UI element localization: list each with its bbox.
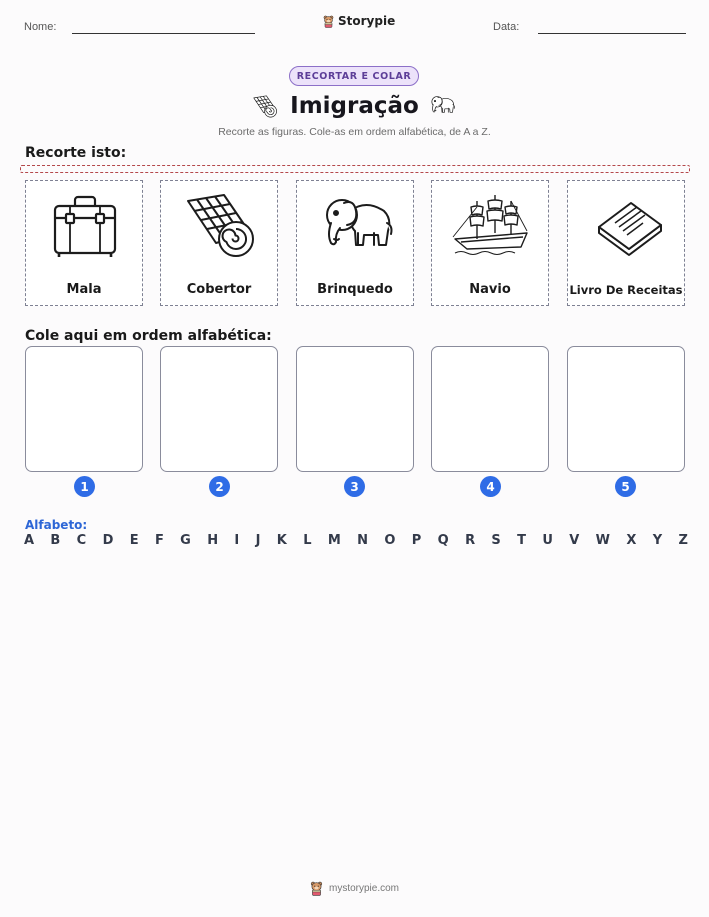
footer-site[interactable]: mystorypie.com: [328, 883, 399, 894]
suitcase-icon: [43, 187, 127, 267]
card-label: Cobertor: [186, 282, 252, 297]
brand-name: Storypie: [338, 14, 396, 28]
instructions: Recorte as figuras. Cole-as em ordem alfabética, de A a Z.: [218, 126, 491, 138]
book-icon: [585, 187, 669, 267]
number-badge-2: 2: [209, 476, 230, 497]
alphabet-letter: O: [384, 533, 396, 548]
alphabet-letter: W: [595, 533, 611, 548]
storypie-logo-icon: [323, 15, 334, 28]
alphabet-letter: R: [465, 533, 476, 548]
alphabet-letter: T: [517, 533, 527, 548]
alphabet-letter: I: [234, 533, 240, 548]
number-badge-3: 3: [344, 476, 365, 497]
storypie-logo-icon: [310, 881, 323, 896]
cut-card-brinquedo[interactable]: [296, 180, 414, 306]
alphabet-letter: M: [327, 533, 341, 548]
card-label: Livro De Receitas: [569, 283, 683, 297]
activity-badge: RECORTAR E COLAR: [289, 66, 419, 86]
footer: [0, 881, 709, 896]
alphabet-letter: J: [255, 533, 261, 548]
alphabet-letter: N: [357, 533, 369, 548]
paste-box-3[interactable]: [296, 346, 414, 472]
number-badge-1: 1: [74, 476, 95, 497]
number-badge-5: 5: [615, 476, 636, 497]
date-line[interactable]: [538, 33, 686, 34]
date-label: Data:: [493, 21, 520, 33]
number-badge-4: 4: [480, 476, 501, 497]
ship-icon: [449, 187, 533, 267]
cut-card-cobertor[interactable]: [160, 180, 278, 306]
alphabet-letter: F: [154, 533, 164, 548]
card-label: Navio: [469, 282, 511, 297]
alphabet-heading: Alfabeto:: [25, 518, 88, 532]
alphabet-letter: Q: [437, 533, 449, 548]
elephant-toy-icon: [314, 187, 398, 267]
alphabet-letter: G: [180, 533, 191, 548]
alphabet-row: [24, 533, 688, 548]
cut-card-mala[interactable]: [25, 180, 143, 306]
alphabet-letter: X: [626, 533, 637, 548]
card-label: Brinquedo: [317, 282, 393, 297]
alphabet-letter: E: [129, 533, 139, 548]
alphabet-letter: V: [569, 533, 580, 548]
alphabet-letter: P: [411, 533, 422, 548]
cut-card-livro-de-receitas[interactable]: [567, 180, 685, 306]
paste-box-2[interactable]: [160, 346, 278, 472]
card-label: Mala: [66, 282, 102, 297]
alphabet-letter: U: [542, 533, 553, 548]
page-title: Imigração: [290, 93, 419, 119]
alphabet-letter: A: [24, 533, 35, 548]
alphabet-letter: Y: [652, 533, 663, 548]
name-label: Nome:: [24, 21, 57, 33]
paste-heading: Cole aqui em ordem alfabética:: [25, 328, 272, 344]
cut-line: [20, 165, 690, 173]
elephant-toy-icon: [427, 92, 457, 120]
alphabet-letter: K: [276, 533, 287, 548]
brand: [323, 14, 395, 28]
paste-box-1[interactable]: [25, 346, 143, 472]
alphabet-letter: B: [50, 533, 61, 548]
paste-box-4[interactable]: [431, 346, 549, 472]
blanket-roll-icon: [178, 187, 262, 267]
alphabet-letter: H: [207, 533, 219, 548]
alphabet-letter: L: [303, 533, 312, 548]
paste-box-5[interactable]: [567, 346, 685, 472]
cut-heading: Recorte isto:: [25, 145, 127, 161]
alphabet-letter: S: [491, 533, 501, 548]
cut-card-navio[interactable]: [431, 180, 549, 306]
alphabet-letter: Z: [678, 533, 688, 548]
alphabet-letter: D: [102, 533, 114, 548]
name-line[interactable]: [72, 33, 255, 34]
alphabet-letter: C: [76, 533, 87, 548]
